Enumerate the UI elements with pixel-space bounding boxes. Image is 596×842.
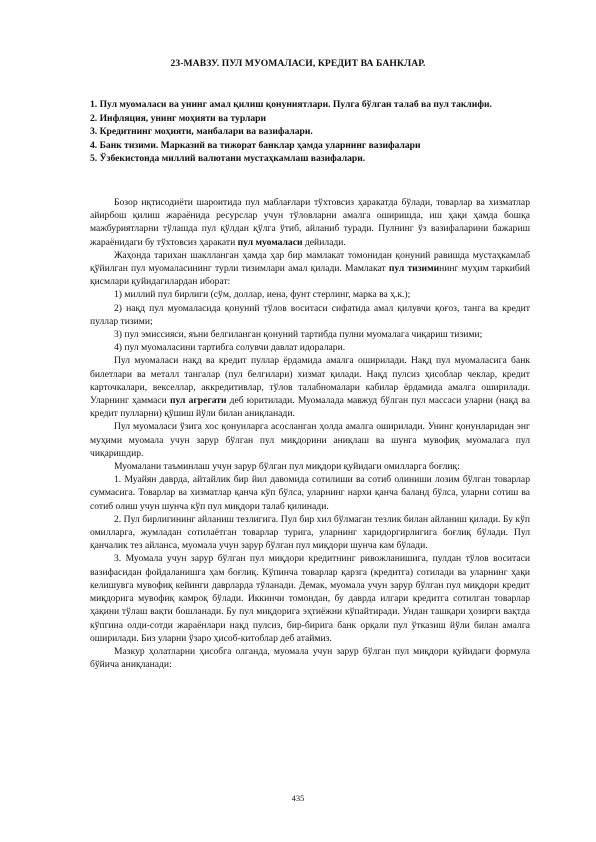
paragraph: Мазкур ҳолатларни ҳисобга олганда, муомала учун зарур бўлган пул миқдори қуйидаги формула бўйича аниқланади: xyxy=(90,645,530,671)
paragraph: Муомалани таъминлаш учун зарур бўлган пул миқдори қуйидаги омилларга боғлиқ: xyxy=(114,461,460,473)
paragraph: 3) пул эмиссияси, яъни белгиланган қонуний тартибда пулни муомалага чиқариш тизими; xyxy=(114,329,483,341)
paragraph: 4) пул муомаласини тартибга солувчи давлат идоралари. xyxy=(114,342,346,354)
topic-item: 4. Банк тизими. Марказий ва тижорат банклар ҳамда уларнинг вазифалари xyxy=(90,139,421,151)
topic-item: 5. Ўзбекистонда миллий валютани мустаҳкамлаш вазифалари. xyxy=(90,153,366,165)
paragraph: 2. Пул бирлигининг айланиш тезлигига. Пул бир хил бўлмаган тезлик билан айланиш қилади. Бу кўп омилларга, жумладан сотилаётган товарлар турига, уларнинг харидоргирлигига боғлиқ бўлади. Пул қанчалик тез айланса, муомала учун зарур бўлган пул миқдори шунча кам бўлади. xyxy=(90,513,530,552)
topic-list xyxy=(90,98,530,166)
body-text xyxy=(90,196,530,671)
paragraph: Пул муомаласи нақд ва кредит пуллар ёрдамида амалга оширилади. Нақд пул муомаласига банк билетлари ва металл тангалар (пул белгилари) хизмат қилади. Нақд пулсиз ҳисоблар чеклар, кредит карточкалари, векселлар, аккредитивлар, тўлов талабномалари кабилар ёрдамида амалга оширилади. Уларнинг ҳаммаси пул агрегати деб юритилади. Муомалада мавжуд бўлган пул массаси уларни (нақд ва кредит пулларни) қўшиш йўли билан аниқланади. xyxy=(90,355,530,420)
topic-item: 2. Инфляция, унинг моҳияти ва турлари xyxy=(90,112,266,124)
paragraph: Жаҳонда тарихан шаклланган ҳамда ҳар бир мамлакат томонидан қонуний равишда мустаҳкамлаб қўйилган пул муомаласининг турли тизимлари амал қилади. Мамлакат пул тизимининг муҳим таркибий қисмлари қуйидагилардан иборат: xyxy=(90,249,530,288)
page-number: 435 xyxy=(291,793,305,803)
paragraph: 3. Муомала учун зарур бўлган пул миқдори кредитнинг ривожланишига, пулдан тўлов воситаси вазифасидан фойдаланишга ҳам боғлиқ. Кўпинча товарлар қарзга (кредитга) сотилади ва уларнинг ҳақи келишувга мувофиқ кейинги даврларда тўланади. Демак, муомала учун зарур бўлган пул миқдори кредит миқдорига мувофиқ камроқ бўлади. Иккинчи томондан, бу даврда илгари кредитга сотилган товарлар ҳақини тўлаш вақти бошланади. Бу пул миқдорига эҳтиёжни кўпайтиради. Ундан ташқари ҳозирги вақтда кўпгина олди-сотди жараёнлари нақд пулсиз, бир-бирига банк орқали пул ўтказиш йўли билан амалга оширилади. Биз уларни ўзаро ҳисоб-китоблар деб атаймиз. xyxy=(90,553,530,644)
topic-item: 3. Кредитнинг моҳияти, манбалари ва вазифалари. xyxy=(90,126,313,138)
paragraph: 2) нақд пул муомаласида қонуний тўлов воситаси сифатида амал қилувчи қоғоз, танга ва кредит пуллар тизими; xyxy=(90,302,530,327)
page-title: 23-МАВЗУ. ПУЛ МУОМАЛАСИ, КРЕДИТ ВА БАНКЛАР. xyxy=(170,58,426,69)
topic-item: 1. Пул муомаласи ва унинг амал қилиш қонуниятлари. Пулга бўлган талаб ва пул таклифи. xyxy=(90,99,492,110)
paragraph: 1) миллий пул бирлиги (сўм, доллар, иена, фунт стерлинг, марка ва ҳ.к.); xyxy=(114,289,411,301)
paragraph: Бозор иқтисодиёти шароитида пул маблағлари тўхтовсиз ҳаракатда бўлади, товарлар ва хизматлар айирбош қилиш жараёнида ресурслар учун тўловларни амалга оширишда, иш ҳақи ҳамда бошқа мажбуриятларни тўлашда пул қўлдан қўлга ўтиб, айланиб туради. Пулнинг ўз вазифаларини бажариш жараёнидаги бу тўхтовсиз ҳаракати пул муомаласи дейилади. xyxy=(90,197,530,248)
paragraph: Пул муомаласи ўзига хос қонунларга асосланган ҳолда амалга оширилади. Унинг қонунларидан энг муҳими муомала учун зарур бўлган пул миқдорини аниқлаш ва шунга мувофиқ муомалага пул чиқаришдир. xyxy=(90,421,530,459)
paragraph: 1. Муайян даврда, айтайлик бир йил давомида сотилиши ва сотиб олиниши лозим бўлган товарлар суммасига. Товарлар ва хизматлар қанча кўп бўлса, уларнинг нархи қанча баланд бўлса, уларни сотиш ва сотиб олиш учун шунча кўп пул миқдори талаб қилинади. xyxy=(90,474,530,512)
